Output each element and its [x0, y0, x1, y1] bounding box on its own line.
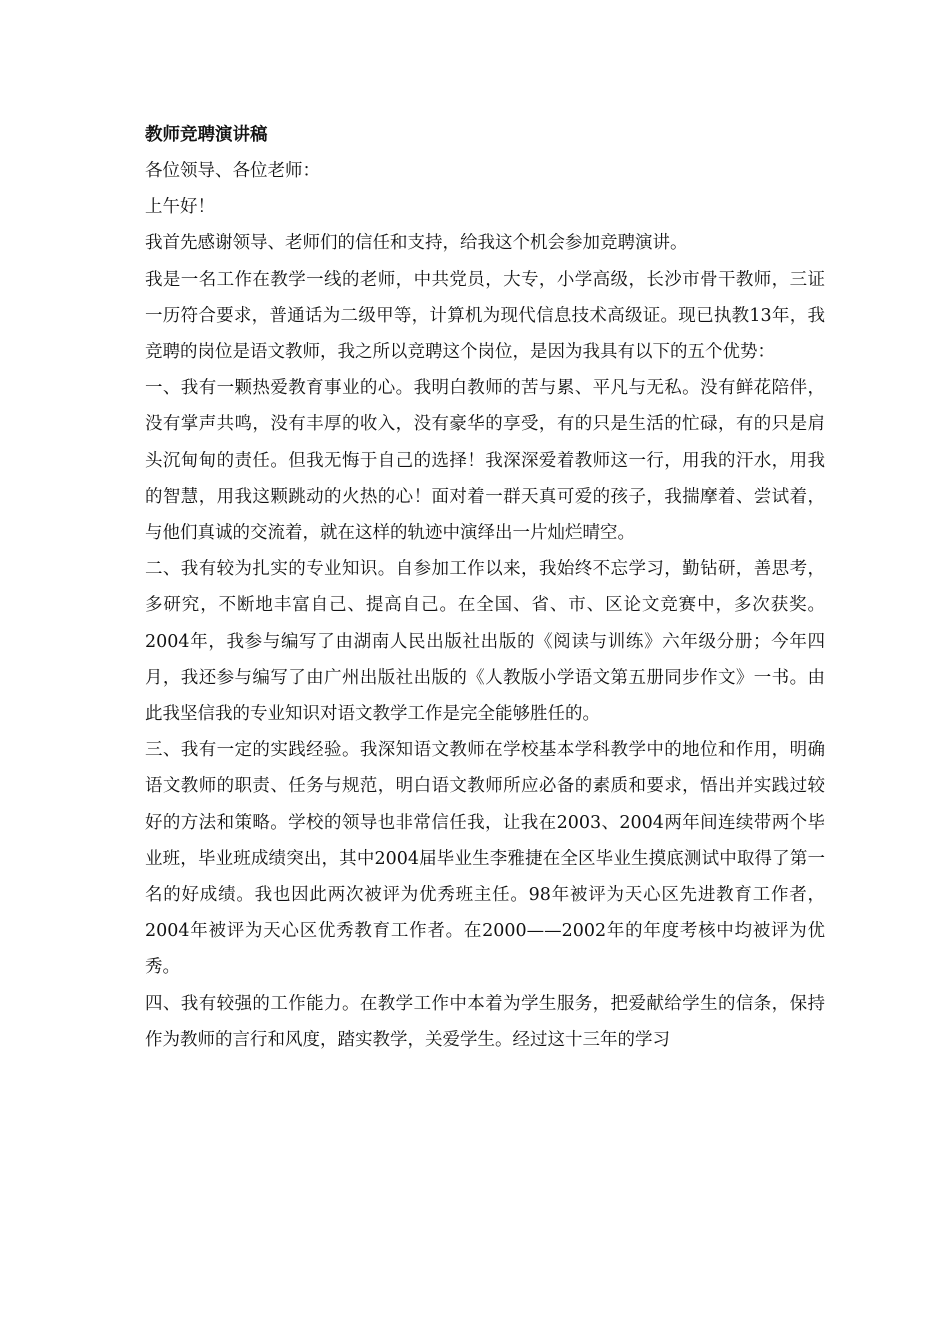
document-body [145, 117, 825, 1058]
greeting-paragraph: 各位领导、各位老师： [145, 161, 320, 181]
thanks-paragraph: 我首先感谢领导、老师们的信任和支持，给我这个机会参加竞聘演讲。 [145, 233, 688, 254]
intro-paragraph: 我是一名工作在教学一线的老师，中共党员，大专，小学高级，长沙市骨干教师，三证一历符合要求，普通话为二级甲等，计算机为现代信息技术高级证。现已执教13年，我竞聘的岗位是语文教师，我之所以竞聘这个岗位，是因为我具有以下的五个优势： [145, 269, 825, 363]
advantage-four-paragraph: 四、我有较强的工作能力。在教学工作中本着为学生服务，把爱献给学生的信条，保持作为教师的言行和风度，踏实教学，关爱学生。经过这十三年的学习 [145, 993, 825, 1050]
advantage-one-paragraph: 一、我有一颗热爱教育事业的心。我明白教师的苦与累、平凡与无私。没有鲜花陪伴，没有掌声共鸣，没有丰厚的收入，没有豪华的享受，有的只是生活的忙碌，有的只是肩头沉甸甸的责任。但我无悔于自己的选择！我深深爱着教师这一行，用我的汗水，用我的智慧，用我这颗跳动的火热的心！面对着一群天真可爱的孩子，我揣摩着、尝试着，与他们真诚的交流着，就在这样的轨迹中演绎出一片灿烂晴空。 [145, 378, 825, 544]
advantage-two-paragraph: 二、我有较为扎实的专业知识。自参加工作以来，我始终不忘学习，勤钻研，善思考，多研究，不断地丰富自己、提高自己。在全国、省、市、区论文竞赛中，多次获奖。2004年，我参与编写了由湖南人民出版社出版的《阅读与训练》六年级分册；今年四月，我还参与编写了由广州出版社出版的《人教版小学语文第五册同步作文》一书。由此我坚信我的专业知识对语文教学工作是完全能够胜任的。 [145, 559, 825, 725]
salutation-paragraph: 上午好！ [145, 197, 215, 218]
advantage-three-paragraph: 三、我有一定的实践经验。我深知语文教师在学校基本学科教学中的地位和作用，明确语文教师的职责、任务与规范，明白语文教师所应必备的素质和要求，悟出并实践过较好的方法和策略。学校的领导也非常信任我，让我在2003、2004两年间连续带两个毕业班，毕业班成绩突出，其中2004届毕业生李雅捷在全区毕业生摸底测试中取得了第一名的好成绩。我也因此两次被评为优秀班主任。98年被评为天心区先进教育工作者，2004年被评为天心区优秀教育工作者。在2000——2002年的年度考核中均被评为优秀。 [145, 740, 825, 978]
document-title: 教师竞聘演讲稿 [145, 125, 268, 145]
